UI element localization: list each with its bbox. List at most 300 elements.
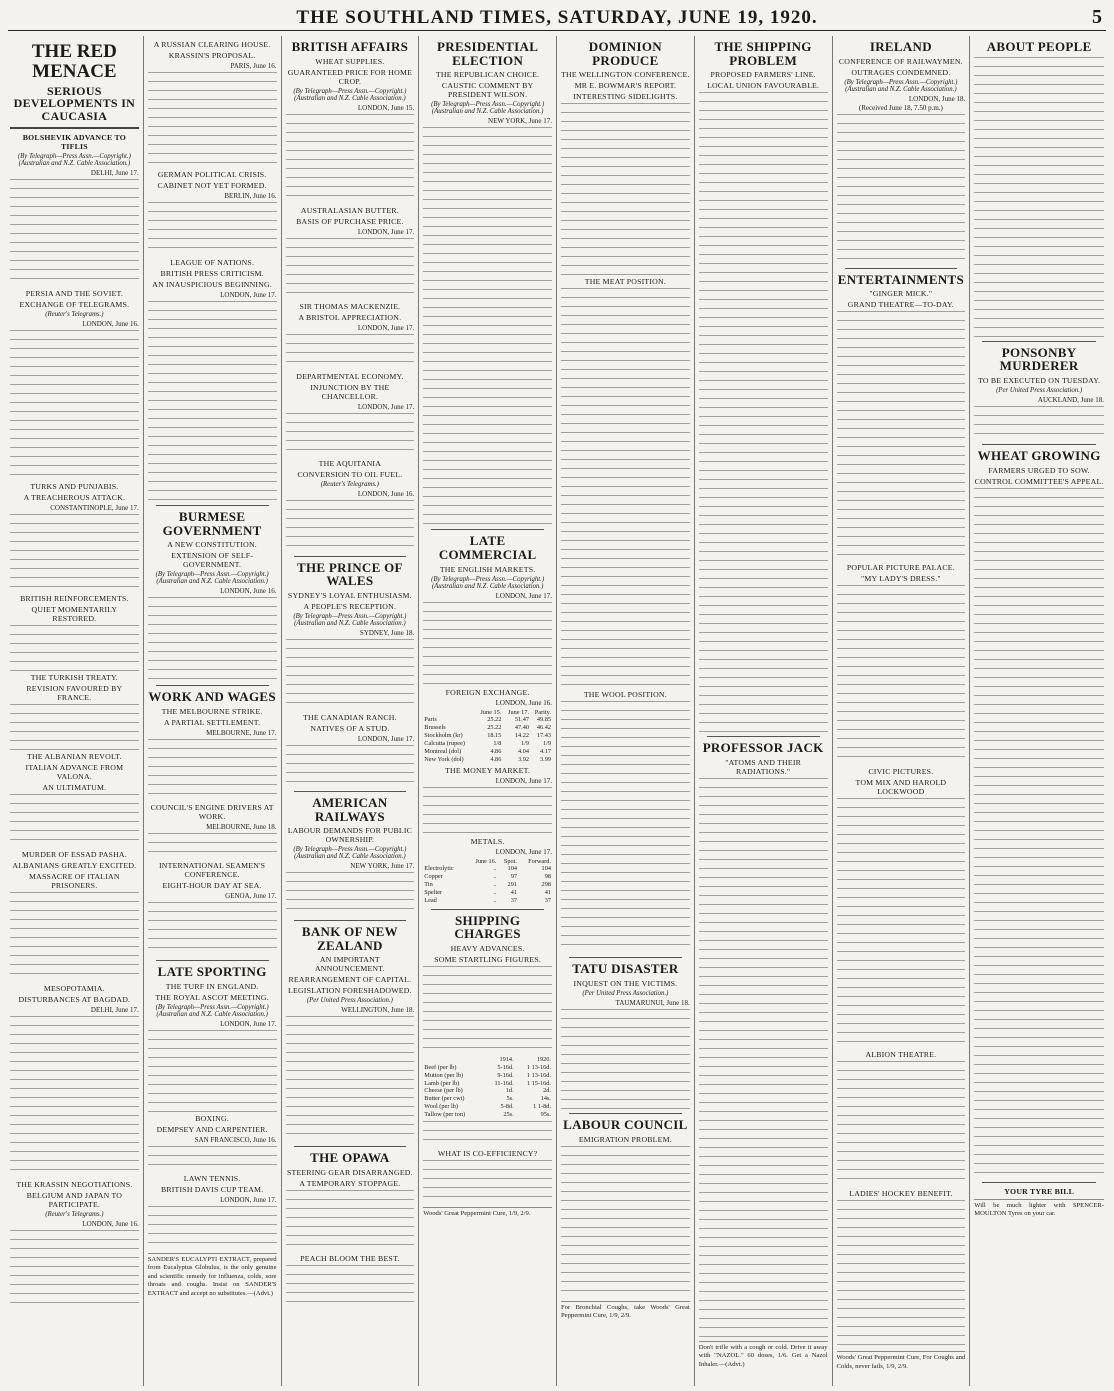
section-heading: ITALIAN ADVANCE FROM VALONA. [25,762,124,781]
wire-credit: (By Telegraph—Press Assn.—Copyright.) (Australian and N.Z. Cable Association.) [17,152,131,167]
section-heading: DISTURBANCES AT BAGDAD. [18,994,131,1004]
freight-table [423,1056,552,1119]
article-text [10,330,139,480]
section-heading: THE TURF IN ENGLAND. [165,981,259,991]
section-heading: WHEAT SUPPLIES. [315,56,385,66]
section-heading: MURDER OF ESSAD PASHA. [21,849,127,859]
section-heading: DEMPSEY AND CARPENTIER. [156,1124,268,1134]
dateline: AUCKLAND, June 18. [1037,395,1104,404]
section-heading: BOLSHEVIK ADVANCE TO TIFLIS [22,132,126,151]
headline-ponsonby-murderer: PONSONBY MURDERER [999,344,1079,374]
section-heading: THE WELLINGTON CONFERENCE. [561,70,690,80]
article-text [423,127,552,525]
table-cell: 51.47 [514,716,530,724]
wire-credit: (Per United Press Association.) [996,386,1083,394]
section-heading: AN IMPORTANT ANNOUNCEMENT. [314,955,385,974]
table-row [423,889,552,897]
table-cell: Tallow (per ton) [424,1111,466,1119]
article-text [286,238,415,300]
table-row [423,1064,552,1072]
wire-credit: (Reuter's Telegrams.) [45,310,104,318]
headline-bank-of-new-zealand: BANK OF NEW ZEALAND [301,924,398,953]
article-text [699,778,828,1338]
section-heading: THE MONEY MARKET. [445,765,531,775]
section-heading: OUTRAGES CONDEMNED. [851,67,951,77]
table-row [423,873,552,881]
article-text [974,406,1104,440]
section-heading: "ATOMS AND THEIR RADIATIONS." [725,757,802,776]
headline-presidential-election: PRESIDENTIAL ELECTION [437,39,539,68]
table-cell: 14s. [540,1095,551,1103]
article-text [148,202,277,256]
table-cell: 49.85 [536,716,551,724]
article-text [561,1009,690,1109]
table-cell: 25s. [503,1111,514,1119]
headline-about-people: ABOUT PEOPLE [986,39,1092,54]
table-row [423,1087,552,1095]
newspaper-title: THE SOUTHLAND TIMES, SATURDAY, JUNE 19, 1920. [296,7,818,28]
dateline: LONDON, June 16. [495,698,552,707]
section-heading: THE CANADIAN RANCH. [303,712,397,722]
table-row [423,865,552,873]
section-heading: REARRANGEMENT OF CAPITAL. [288,975,412,985]
section-heading: POPULAR PICTURE PALACE. [846,563,955,573]
column-8 [970,36,1108,1386]
article-text [837,114,966,264]
table-cell: Wool (per lb) [424,1103,459,1111]
table-cell: Cheese (per lb) [424,1087,463,1095]
table-cell: 1/8 [493,740,502,747]
section-heading: INTERNATIONAL SEAMEN'S CONFERENCE. [159,860,266,879]
section-heading: TURKS AND PUNJABIS. [30,481,119,491]
table-row [423,1103,552,1111]
table-cell: 17.43 [536,732,551,740]
headline-prince-of-wales: THE PRINCE OF WALES [297,559,403,589]
headline-burmese-government: BURMESE GOVERNMENT [162,509,262,538]
section-heading: LOCAL UNION FAVOURABLE. [707,81,820,91]
divider [569,1113,682,1114]
article-text [286,334,415,370]
table-cell: .. [493,889,497,897]
table-cell: 47.40 [514,724,530,732]
section-heading: SOME STARTLING FIGURES. [434,955,542,965]
table-row [423,716,552,724]
newspaper-columns [6,36,1108,1386]
table-cell: 95s. [540,1111,551,1119]
table-cell: 291 [507,881,517,889]
article-text [10,892,139,982]
section-heading: NATIVES OF A STUD. [310,723,390,733]
dateline: TAUMARUNUI, June 18. [615,998,690,1007]
wire-credit: (By Telegraph—Press Assn.—Copyright.) (Australian and N.Z. Cable Association.) [431,101,545,116]
table-header-row: 1914. 1920. [499,1056,551,1064]
table-cell: Beef (per lb) [424,1063,457,1071]
table-cell: 37 [544,896,551,904]
dateline: MELBOURNE, June 17. [206,728,277,737]
dateline: NEW YORK, June 17. [350,862,415,871]
table-row [423,732,552,740]
table-cell: 4.04 [518,747,530,755]
section-heading: TOM MIX AND HAROLD LOCKWOOD [855,778,947,797]
table-cell: 1 1-8d. [533,1103,551,1111]
headline-labour-council: LABOUR COUNCIL [563,1116,688,1132]
article-text [286,413,415,457]
headline-wheat-growing: WHEAT GROWING [977,447,1101,463]
subheadline-caucasia: SERIOUS DEVELOPMENTS IN CAUCASIA [13,83,136,124]
advertisement: Woods' Great Peppermint Cure, 1/9, 2/9. [423,1207,552,1219]
section-heading: THE AQUITANIA [318,458,382,468]
wire-credit: (By Telegraph—Press Assn.—Copyright.) (Australian and N.Z. Cable Association.) [431,575,545,590]
table-cell: 1d. [505,1087,514,1095]
section-heading: EXTENSION OF SELF-GOVERNMENT. [171,551,254,570]
article-text [974,488,1104,1178]
table-cell: 5-16d. [497,1063,514,1071]
article-text [286,1265,415,1305]
section-heading: ALBANIANS GREATLY EXCITED. [12,860,137,870]
section-heading: "MY LADY'S DRESS." [861,574,941,584]
section-heading: BRITISH DAVIS CUP TEAM. [160,1184,264,1194]
article-text [286,114,415,204]
dateline: WELLINGTON, June 18. [341,1006,415,1015]
article-text [10,1230,139,1310]
table-cell: Tin [424,881,433,889]
section-heading: PERSIA AND THE SOVIET. [25,288,123,298]
article-text [561,288,690,688]
article-text [974,57,1104,337]
divider [982,341,1096,342]
article-text [148,1030,277,1112]
section-heading: LEGISLATION FORESHADOWED. [288,986,412,996]
section-heading: THE TURKISH TREATY. [30,672,118,682]
section-heading: A PEOPLE'S RECEPTION. [303,601,397,611]
section-heading: SIR THOMAS MACKENZIE. [299,301,401,311]
table-cell: 3.99 [539,755,551,763]
article-text [561,701,690,953]
column-4 [419,36,557,1386]
dateline: LONDON, June 17. [495,591,552,600]
section-heading: BASIS OF PURCHASE PRICE. [296,216,404,226]
section-heading: BOXING. [195,1113,229,1123]
section-heading: LABOUR DEMANDS FOR PUBLIC OWNERSHIP. [287,826,413,845]
section-heading: A NEW CONSTITUTION. [167,540,257,550]
dateline: LONDON, June 17. [357,402,415,411]
article-text [837,311,966,561]
wire-credit: (By Telegraph—Press Assn.—Copyright.) (Australian and N.Z. Cable Association.) [155,1003,269,1018]
section-heading: GUARANTEED PRICE FOR HOME CROP. [287,67,413,86]
dateline: LONDON, June 17. [357,323,415,332]
divider [294,556,407,557]
table-cell: 4.86 [490,755,502,763]
table-cell: Montreal (dol) [424,747,462,755]
divider [569,957,682,958]
dateline: CONSTANTINOPLE, June 17. [50,503,139,512]
section-heading: PEACH BLOOM THE BEST. [300,1254,400,1264]
article-text [699,92,828,732]
table-row [423,897,552,905]
table-cell: 5-8d. [500,1103,514,1111]
headline-professor-jack: PROFESSOR JACK [702,740,824,756]
table-cell: Lead [424,896,437,904]
headline-ireland: IRELAND [869,39,932,54]
article-text [423,1160,552,1204]
section-heading: METALS. [470,836,505,846]
section-heading: THE ENGLISH MARKETS. [439,564,536,574]
section-heading: WHAT IS CO-EFFICIENCY? [437,1148,538,1158]
section-heading: DEPARTMENTAL ECONOMY. [296,371,404,381]
dateline: LONDON, June 16. [82,319,139,328]
column-1 [6,36,144,1386]
section-heading: INTERESTING SIDELIGHTS. [573,92,678,102]
section-heading: INQUEST ON THE VICTIMS. [573,978,678,988]
section-heading: THE MEAT POSITION. [584,277,666,287]
section-heading: LEAGUE OF NATIONS. [170,258,255,267]
section-heading: FOREIGN EXCHANGE. [445,687,530,697]
advertisement: SANDER'S EUCALYPTI EXTRACT, prepared from Eucalyptus Globulus, is the only genuine and scientific remedy for influenza, colds, sore throats and coughs. Insist on SANDER'S EXTRACT and accept no substitutes.—(Advt.) [148,1253,277,1299]
section-heading: INJUNCTION BY THE CHANCELLOR. [310,382,390,401]
dateline: LONDON, June 17. [495,847,552,856]
table-cell: 9-16d. [497,1071,514,1079]
exchange-table [423,709,552,764]
table-cell: Brussels [424,724,446,732]
table-cell: 41 [510,889,517,897]
column-2 [144,36,282,1386]
article-text [561,1146,690,1298]
article-text [423,602,552,686]
section-heading: MR E. BOWMAR'S REPORT. [574,81,677,91]
article-text [148,301,277,501]
divider [294,1146,407,1147]
table-row [423,1080,552,1088]
article-text [286,639,415,711]
table-cell: 11-16d. [494,1079,514,1087]
section-heading: "GINGER MICK." [869,289,933,299]
table-row [423,724,552,732]
table-cell: Copper [424,873,443,881]
section-heading: MESOPOTAMIA. [43,983,105,993]
article-text [10,794,139,848]
headline-entertainments: ENTERTAINMENTS [837,271,965,287]
table-cell: 1 13-16d. [526,1063,551,1071]
dateline: MELBOURNE, June 18. [206,822,277,831]
section-heading: CAUSTIC COMMENT BY PRESIDENT WILSON. [441,81,534,100]
section-heading: HEAVY ADVANCES. [450,944,525,954]
divider [294,791,407,792]
page-number: 5 [1092,6,1102,28]
headline-work-and-wages: WORK AND WAGES [148,689,276,705]
dateline: LONDON, June 17. [220,1195,277,1204]
section-heading: A BRISTOL APPRECIATION. [298,312,402,322]
article-text [286,745,415,787]
article-text [837,1200,966,1348]
dateline: LONDON, June 16. [357,489,415,498]
divider [294,920,407,921]
article-text [148,72,277,168]
dateline: LONDON, June 17. [220,291,277,299]
headline-american-railways: AMERICAN RAILWAYS [312,794,388,824]
divider [431,909,544,910]
table-row [423,1072,552,1080]
section-heading: LAWN TENNIS. [183,1173,241,1183]
section-heading: CABINET NOT YET FORMED. [157,181,267,190]
article-text [423,966,552,1054]
divider [982,1182,1096,1183]
table-row [423,1095,552,1103]
article-text [837,798,966,1048]
article-text [286,1190,415,1252]
article-text [10,179,139,287]
table-cell: 98 [544,873,551,881]
headline-late-commercial: LATE COMMERCIAL [438,533,537,562]
table-cell: Mutton (per lb) [424,1071,464,1079]
dateline: LONDON, June 17. [220,1019,277,1028]
column-3 [282,36,420,1386]
section-heading: TO BE EXECUTED ON TUESDAY. [978,375,1101,385]
column-6 [695,36,833,1386]
wire-credit: (Per United Press Association.) [306,997,393,1005]
dateline: LONDON, June 17. [495,776,552,785]
dateline: SAN FRANCISCO, June 16. [194,1135,277,1144]
section-heading: CONFERENCE OF RAILWAYMEN. [838,56,963,66]
section-heading: BRITISH PRESS CRITICISM. [160,269,264,278]
advertisement: For Bronchial Coughs, take Woods' Great Peppermint Cure, 1/9, 2/9. [561,1301,690,1321]
divider [982,444,1096,445]
section-heading: THE KRASSIN NEGOTIATIONS. [16,1179,133,1189]
divider [845,268,958,269]
article-text [286,1016,415,1142]
table-row [423,881,552,889]
article-text [837,1061,966,1187]
wire-credit: (Per United Press Association.) [582,989,669,997]
table-cell: 18.15 [487,732,502,740]
table-row [423,756,552,764]
divider [156,960,269,961]
dateline: LONDON, June 18. [908,94,966,103]
table-cell: Calcutta (rupee) [424,740,465,747]
article-text [286,500,415,552]
table-cell: 104 [507,865,517,873]
dateline: LONDON, June 17. [357,227,415,236]
section-heading: CONTROL COMMITTEE'S APPEAL. [974,476,1104,486]
advertisement: Will be much lighter with SPENCER-MOULTON Tyres on your car. [974,1199,1104,1219]
table-cell: Spelter [424,889,443,897]
section-heading: AN ULTIMATUM. [42,782,107,792]
table-row [423,748,552,756]
divider [431,529,544,530]
section-heading: EXCHANGE OF TELEGRAMS. [19,299,130,309]
section-heading: SYDNEY'S LOYAL ENTHUSIASM. [287,590,412,600]
table-cell: .. [493,873,497,881]
table-cell: 25.22 [487,716,502,724]
section-heading: QUIET MOMENTARILY RESTORED. [31,604,118,623]
table-cell: 1 15-16d. [526,1079,551,1087]
dateline: DELHI, June 17. [90,168,139,177]
section-heading: REVISION FAVOURED BY FRANCE. [26,683,123,702]
section-heading: FARMERS URGED TO SOW. [988,465,1090,475]
table-cell: 46.42 [536,724,551,732]
table-row [423,740,552,748]
table-cell: 14.22 [514,732,530,740]
section-heading: THE REPUBLICAN CHOICE. [435,70,540,80]
article-text [10,1016,139,1178]
article-text [10,514,139,592]
table-cell: Stockholm (kr) [424,732,463,740]
dateline: LONDON, June 15. [357,103,415,112]
section-heading: KRASSIN'S PROPOSAL. [168,51,256,60]
divider [156,685,269,686]
dateline: (Received June 18, 7.50 p.m.) [858,103,943,112]
dateline: LONDON, June 16. [82,1219,139,1228]
section-heading: A PARTIAL SETTLEMENT. [163,717,261,727]
section-heading: EMIGRATION PROBLEM. [578,1134,672,1144]
section-heading: THE MELBOURNE STRIKE. [161,706,263,716]
dateline: LONDON, June 17. [357,734,415,743]
table-cell: Butter (per cwt) [424,1095,465,1103]
section-heading: A RUSSIAN CLEARING HOUSE. [153,40,271,49]
table-cell: 4.17 [539,747,551,755]
wire-credit: (Reuter's Telegrams.) [320,480,379,488]
wire-credit: (Reuter's Telegrams.) [45,1210,104,1218]
headline-dominion-produce: DOMINION PRODUCE [588,39,662,68]
advertisement: Don't trifle with a cough or cold. Drive it away with "NAZOL." 60 doses, 1/6. Get a Nazol Inhaler.—(Advt.) [699,1341,828,1370]
table-cell: 37 [510,896,517,904]
section-heading: MASSACRE OF ITALIAN PRISONERS. [29,871,120,890]
dateline: NEW YORK, June 17. [488,117,552,126]
section-heading: THE ALBANIAN REVOLT. [27,751,122,761]
divider [10,127,139,129]
divider [156,505,269,506]
table-cell: 1 13-16d. [526,1071,551,1079]
section-heading: BRITISH REINFORCEMENTS. [20,593,129,603]
dateline: BERLIN, June 16. [224,192,277,200]
dateline: LONDON, June 16. [220,587,277,596]
headline-late-sporting: LATE SPORTING [157,963,267,979]
article-text [10,625,139,671]
section-heading: ALBION THEATRE. [865,1050,937,1060]
table-cell: Lamb (per lb) [424,1079,460,1087]
dateline: GENOA, June 17. [225,891,277,900]
section-heading: LADIES' HOCKEY BENEFIT. [849,1189,953,1199]
section-heading: CIVIC PICTURES. [868,767,934,777]
article-text [837,585,966,765]
table-cell: .. [493,865,497,873]
table-cell: 4.86 [490,747,502,755]
section-heading: YOUR TYRE BILL [1004,1186,1075,1196]
table-header-row: June 15. June 17. Parity. [480,708,551,716]
advertisement: Woods' Great Peppermint Cure, For Coughs and Colds, never fails, 1/9, 2/9. [837,1351,966,1371]
table-cell: Paris [424,716,437,724]
article-text [148,902,277,956]
wire-credit: (By Telegraph—Press Assn.—Copyright.) (Australian and N.Z. Cable Association.) [293,846,407,861]
section-heading: GERMAN POLITICAL CRISIS. [157,170,267,179]
article-text [10,704,139,750]
table-cell: 5s. [506,1095,514,1103]
section-heading: STEERING GEAR DISARRANGED. [286,1168,413,1178]
section-heading: THE WOOL POSITION. [583,690,667,700]
section-heading: BELGIUM AND JAPAN TO PARTICIPATE. [26,1190,123,1209]
column-5 [557,36,695,1386]
article-text [148,1146,277,1172]
wire-credit: (By Telegraph—Press Assn.—Copyright.) (Australian and N.Z. Cable Association.) [155,571,269,586]
article-text [423,787,552,835]
dateline: DELHI, June 17. [90,1005,139,1014]
wire-credit: (By Telegraph—Press Assn.—Copyright.) (Australian and N.Z. Cable Association.) [293,612,407,627]
section-heading: THE ROYAL ASCOT MEETING. [155,992,269,1002]
table-cell: 298 [541,881,551,889]
section-heading: A TEMPORARY STOPPAGE. [299,1179,401,1189]
article-text [148,1206,277,1250]
section-heading: GRAND THEATRE—TO-DAY. [847,300,954,310]
table-cell: .. [493,881,497,889]
